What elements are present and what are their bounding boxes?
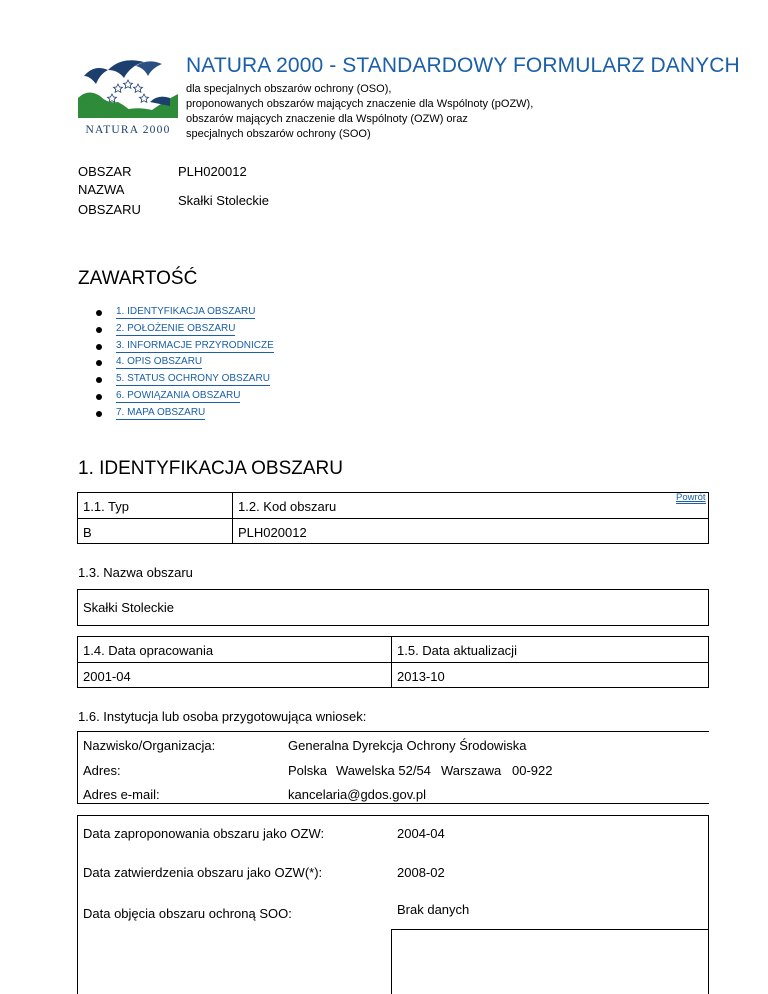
toc-link-ecology[interactable]: 3. INFORMACJE PRZYRODNICZE <box>116 339 274 351</box>
address-country: Polska <box>288 763 328 778</box>
natura-2000-logo <box>78 54 178 138</box>
email-value: kancelaria@gdos.gov.pl <box>288 787 426 802</box>
email-label: Adres e-mail: <box>83 787 160 802</box>
date-confirmed-value: 2008-02 <box>397 865 445 880</box>
bullet-icon <box>96 360 102 366</box>
date-confirmed-label: Data zatwierdzenia obszaru jako OZW(*): <box>83 865 323 880</box>
toc-link-location[interactable]: 2. POŁOŻENIE OBSZARU <box>116 322 236 334</box>
type-label: 1.1. Typ <box>83 499 130 514</box>
back-to-top-link[interactable]: Powrót <box>676 492 706 503</box>
address-street: Wawelska 52/54 <box>336 763 431 778</box>
table-divider <box>77 662 709 663</box>
bullet-icon <box>96 377 102 383</box>
subtitle-line-4: specjalnych obszarów ochrony (SOO) <box>186 128 371 140</box>
date-proposed-value: 2004-04 <box>397 826 445 841</box>
toc-link-map[interactable]: 7. MAPA OBSZARU <box>116 406 206 418</box>
bullet-icon <box>96 344 102 350</box>
subtitle-line-2: proponowanych obszarów mających znaczenie dla Wspólnoty (pOZW), <box>186 98 534 110</box>
date-soo-label: Data objęcia obszaru ochroną SOO: <box>83 906 292 921</box>
table-divider <box>391 636 392 688</box>
section1-heading: 1. IDENTYFIKACJA OBSZARU <box>78 458 343 479</box>
date-soo-value: Brak danych <box>397 902 470 917</box>
date-proposed-label: Data zaproponowania obszaru jako OZW: <box>83 826 325 841</box>
toc-link-management[interactable]: 6. POWIĄZANIA OBSZARU <box>116 389 241 401</box>
table-divider <box>232 492 233 544</box>
toc-link-description[interactable]: 4. OPIS OBSZARU <box>116 356 203 368</box>
address-city: Warszawa <box>441 763 502 778</box>
subtitle-line-1: dla specjalnych obszarów ochrony (OSO), <box>186 83 392 95</box>
toc-link-identification[interactable]: 1. IDENTYFIKACJA OBSZARU <box>116 306 256 317</box>
table-divider <box>77 518 709 519</box>
address-postcode: 00-922 <box>512 763 553 778</box>
site-name-label-2: OBSZARU <box>78 202 141 217</box>
org-value: Generalna Dyrekcja Ochrony Środowiska <box>288 738 527 753</box>
form-title: NATURA 2000 - STANDARDOWY FORMULARZ DANYCH <box>186 54 740 77</box>
bullet-icon <box>96 411 102 417</box>
subtitle-line-3: obszarów mających znaczenie dla Wspólnoty (OZW) oraz <box>186 113 468 125</box>
empty-value-cell <box>391 929 709 994</box>
bullet-icon <box>96 310 102 316</box>
respondent-heading: 1.6. Instytucja lub osoba przygotowująca wniosek: <box>78 709 367 724</box>
site-name-value: Skałki Stoleckie <box>178 193 270 208</box>
date-compiled-value: 2001-04 <box>83 669 131 684</box>
type-value: B <box>83 525 92 540</box>
site-code-field-value: PLH020012 <box>238 525 307 540</box>
logo-text: NATURA 2000 <box>85 124 171 136</box>
site-name-heading: 1.3. Nazwa obszaru <box>78 565 193 580</box>
address-label: Adres: <box>83 763 121 778</box>
site-name-field-value: Skałki Stoleckie <box>83 600 175 615</box>
bullet-icon <box>96 327 102 333</box>
toc-link-protection-status[interactable]: 5. STATUS OCHRONY OBSZARU <box>116 373 270 385</box>
site-code-value: PLH020012 <box>178 164 247 179</box>
site-code-label: OBSZAR <box>78 164 132 179</box>
toc-heading: ZAWARTOŚĆ <box>78 268 198 289</box>
date-updated-label: 1.5. Data aktualizacji <box>397 643 517 658</box>
date-compiled-label: 1.4. Data opracowania <box>83 643 214 658</box>
date-updated-value: 2013-10 <box>397 669 445 684</box>
bullet-icon <box>96 394 102 400</box>
org-label: Nazwisko/Organizacja: <box>83 738 216 753</box>
site-code-field-label: 1.2. Kod obszaru <box>238 499 337 514</box>
site-name-label-1: NAZWA <box>78 182 125 197</box>
